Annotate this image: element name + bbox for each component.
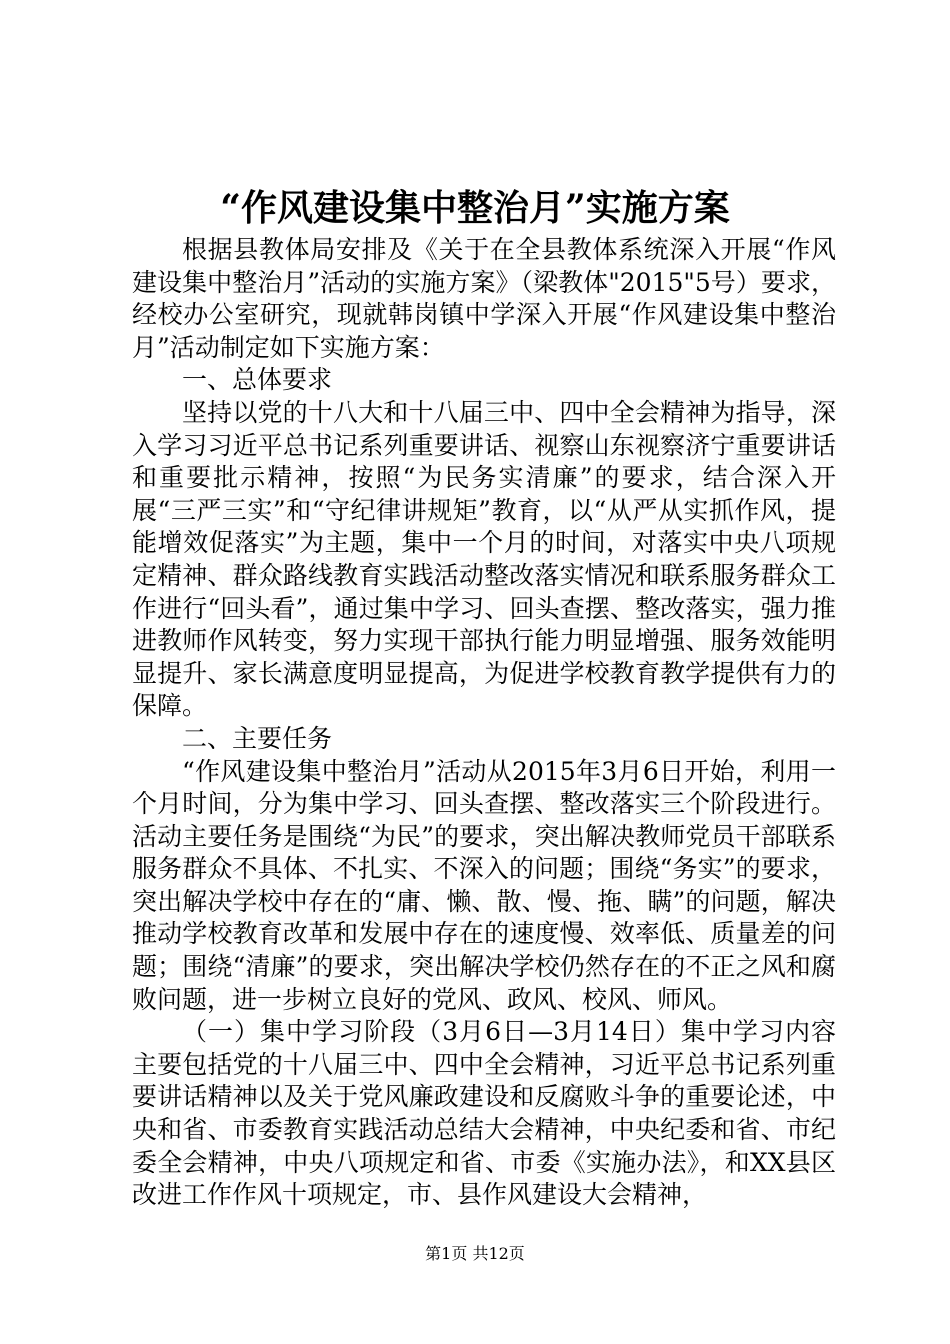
- paragraph-intro: 根据县教体局安排及《关于在全县教体系统深入开展“作风建设集中整治月”活动的实施方案》（梁教体"2015"5号）要求，经校办公室研究，现就韩岗镇中学深入开展“作风建设集中整治月”活动制定如下实施方案：: [132, 235, 836, 362]
- paragraph-general-requirements: 坚持以党的十八大和十八届三中、四中全会精神为指导，深入学习习近平总书记系列重要讲话、视察山东视察济宁重要讲话和重要批示精神，按照“为民务实清廉”的要求，结合深入开展“三严三实”和“守纪律讲规矩”教育，以“从严从实抓作风，提能增效促落实”为主题，集中一个月的时间，对落实中央八项规定精神、群众路线教育实践活动整改落实情况和联系服务群众工作进行“回头看”，通过集中学习、回头查摆、整改落实，强力推进教师作风转变，努力实现干部执行能力明显增强、服务效能明显提升、家长满意度明显提高，为促进学校教育教学提供有力的保障。: [132, 397, 836, 721]
- section-heading-general-requirements: 一、总体要求: [182, 365, 333, 395]
- document-title: “作风建设集中整治月”实施方案: [220, 187, 730, 229]
- section-heading-main-tasks: 二、主要任务: [182, 723, 333, 753]
- paragraph-main-tasks: “作风建设集中整治月”活动从2015年3月6日开始，利用一个月时间，分为集中学习、回头查摆、整改落实三个阶段进行。活动主要任务是围绕“为民”的要求，突出解决教师党员干部联系服务群众不具体、不扎实、不深入的问题；围绕“务实”的要求，突出解决学校中存在的“庸、懒、散、慢、拖、瞒”的问题，解决推动学校教育改革和发展中存在的速度慢、效率低、质量差的问题；围绕“清廉”的要求，突出解决学校仍然存在的不正之风和腐败问题，进一步树立良好的党风、政风、校风、师风。: [132, 756, 836, 1014]
- page-number-footer: 第1页 共12页: [425, 1244, 525, 1263]
- paragraph-study-phase: （一）集中学习阶段（3月6日—3月14日）集中学习内容主要包括党的十八届三中、四中全会精神，习近平总书记系列重要讲话精神以及关于党风廉政建设和反腐败斗争的重要论述，中央和省、市委教育实践活动总结大会精神，中央纪委和省、市纪委全会精神，中央八项规定和省、市委《实施办法》，和XX县区改进工作作风十项规定，市、县作风建设大会精神，: [132, 1017, 836, 1210]
- document-body: [132, 234, 836, 1212]
